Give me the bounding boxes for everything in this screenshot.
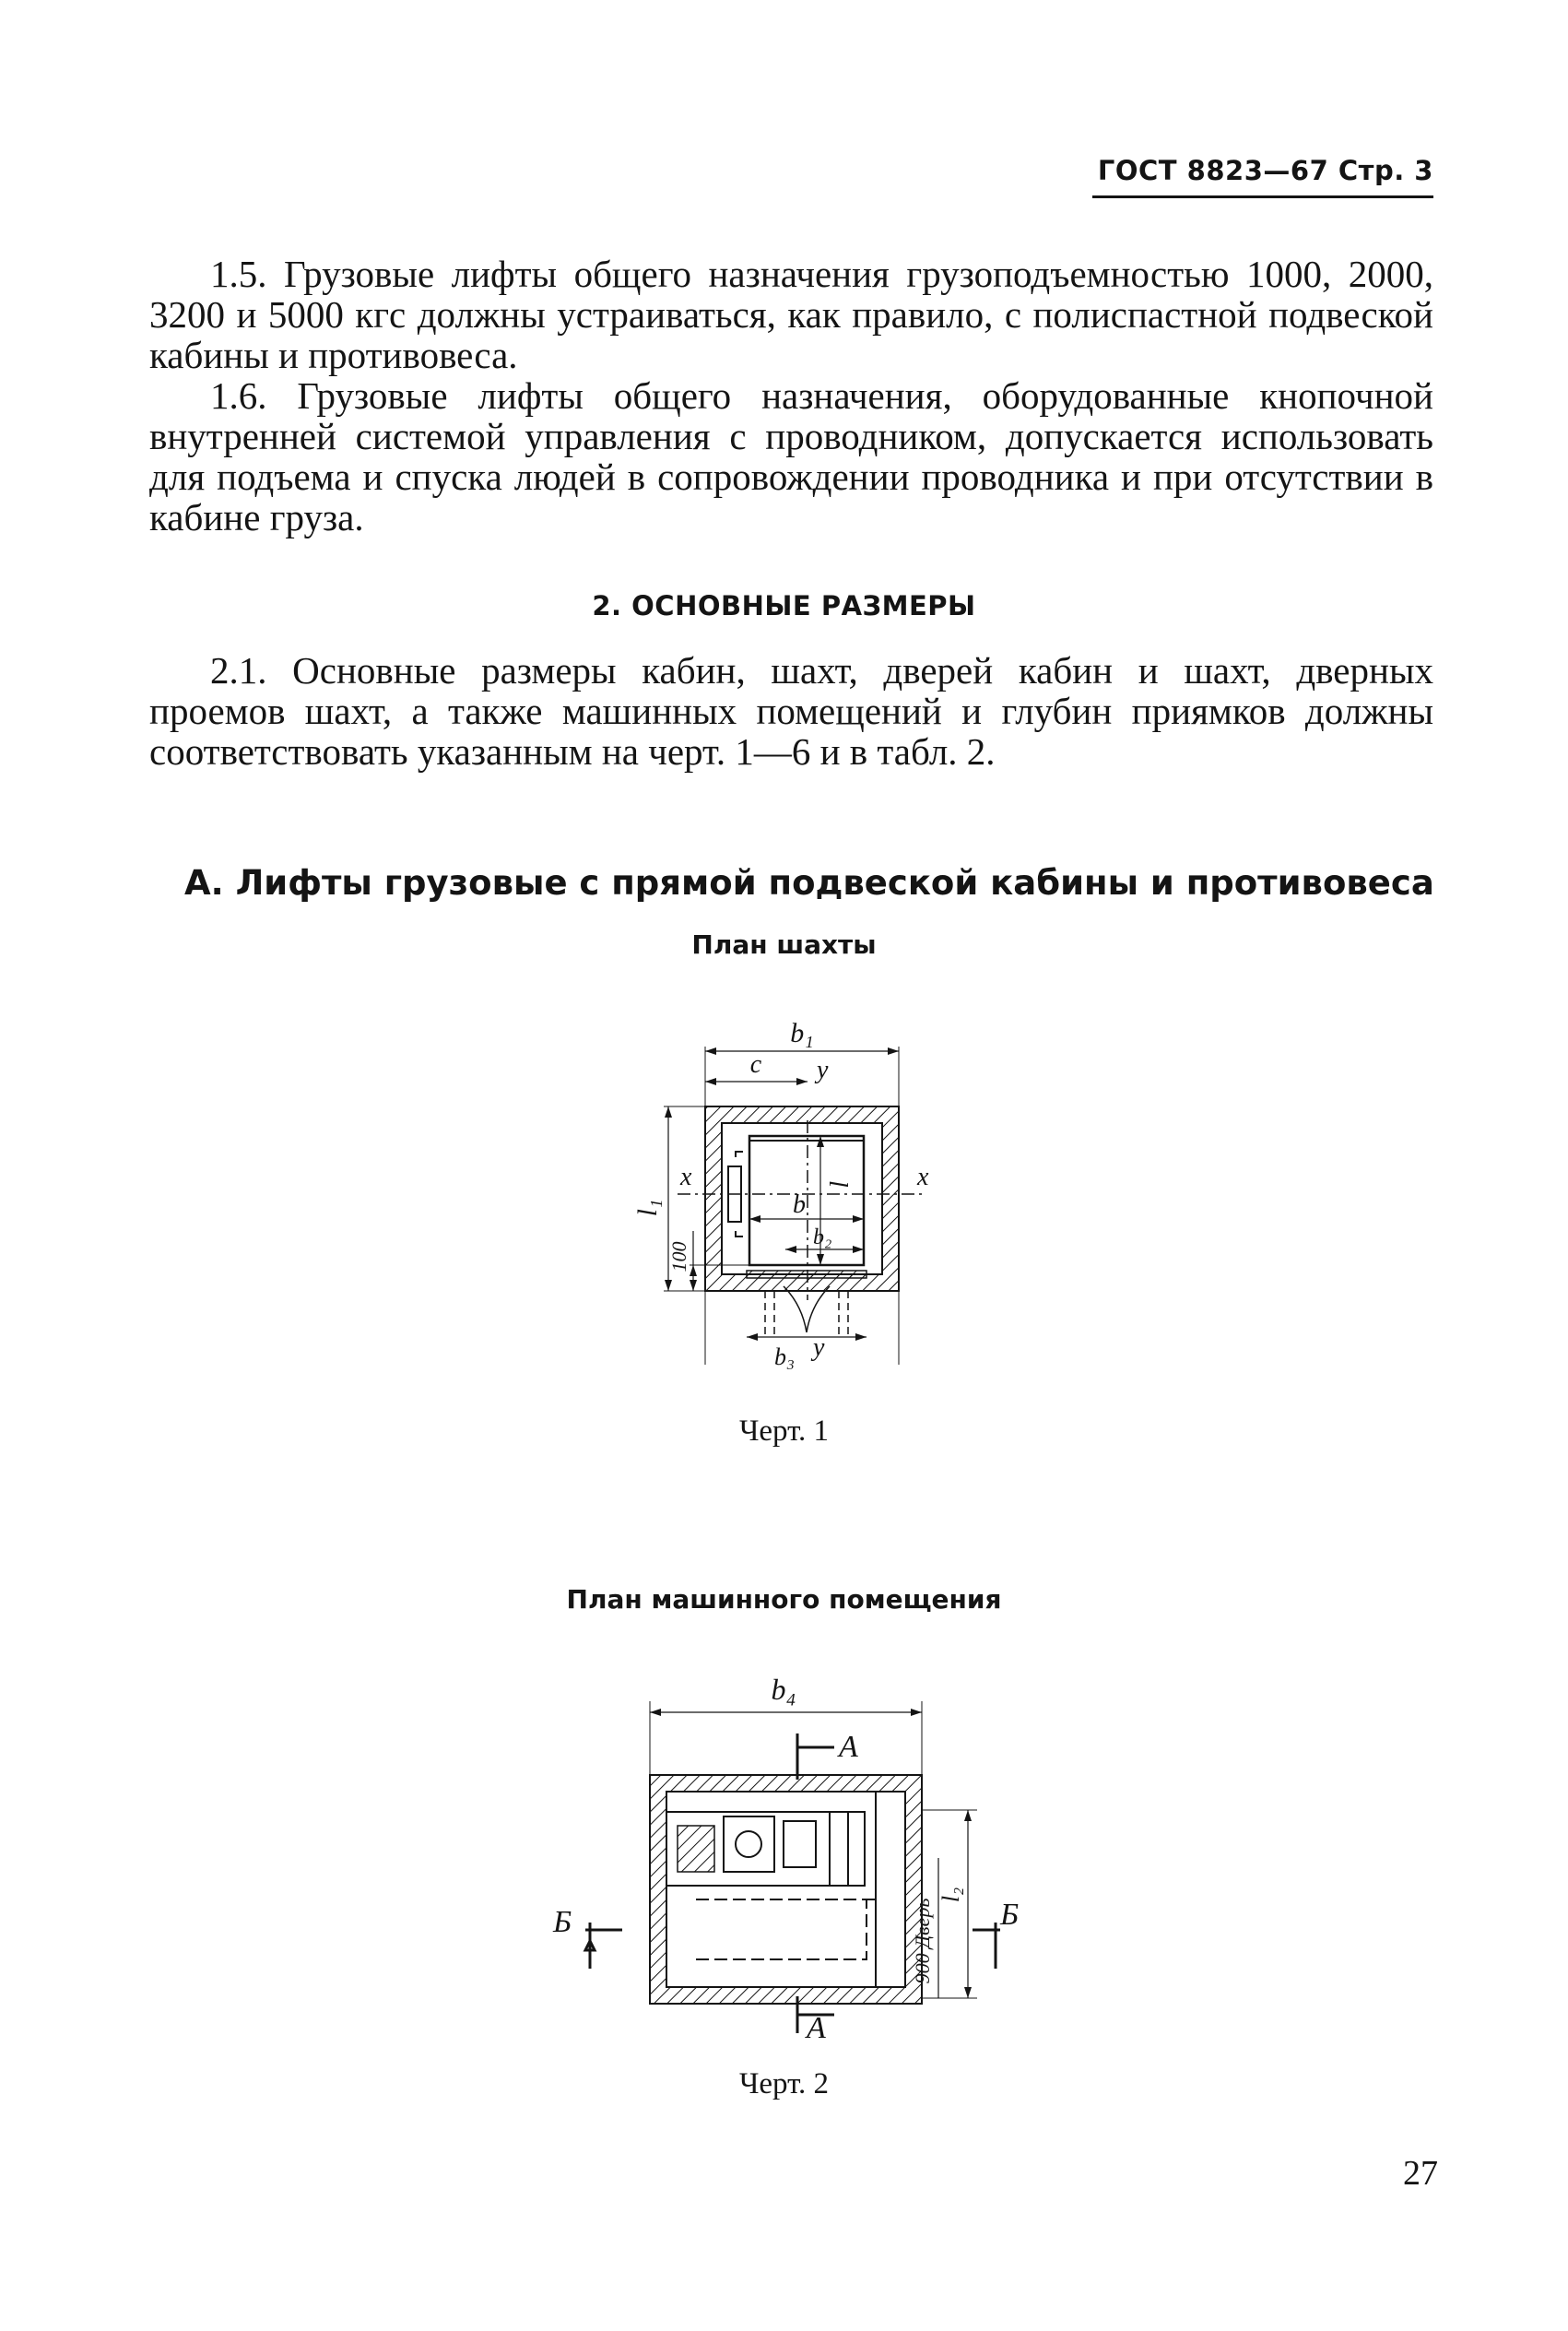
page-number: 27 [1403,2154,1438,2193]
axis-y-top-label: y [817,1056,829,1084]
axis-x-right-label: x [917,1163,929,1191]
figure-2-title: План машинного помещения [566,1584,1002,1615]
axis-x-left-label: x [680,1163,692,1191]
winch-gearbox [724,1816,774,1872]
machine-room-walls [650,1775,922,2004]
paragraph-2-1-text: 2.1. Основные размеры кабин, шахт, дверей кабин и шахт, дверных проемов шахт, а также машинных помещений и глубин приямков должны соответствовать указанным на черт. 1—6 и в табл. 2. [149,649,1433,773]
cabin-outline [749,1136,864,1265]
paragraph-1-5-text: 1.5. Грузовые лифты общего назначения грузоподъемностью 1000, 2000, 3200 и 5000 кгс должны устраиваться, как правило, с полиспастной подвеской кабины и противовеса. [149,253,1433,376]
figure-2-machine-room-plan [553,1664,1079,2045]
dim-l: l [823,1180,852,1188]
section-2-title: 2. ОСНОВНЫЕ РАЗМЕРЫ [592,590,976,621]
door-sill [747,1271,867,1278]
header-rule [1092,195,1433,198]
section-a-bottom: А [807,2011,826,2045]
winch-drum [678,1826,714,1872]
paragraph-1-6-text: 1.6. Грузовые лифты общего назначения, оборудованные кнопочной внутренней системой управления с проводником, допускается использовать для подъема и спуска людей в сопровождении проводника и при отсутствии в кабине груза. [149,374,1433,538]
section-a-top: А [839,1730,858,1764]
dim-b: b [793,1190,806,1219]
paragraph-2-1 [149,650,1433,772]
page-header-standard: ГОСТ 8823—67 Стр. 3 [1097,155,1433,186]
section-b-left: Б [553,1905,572,1939]
paragraph-1-6 [149,375,1433,538]
dim-b1: b₁ [790,1018,814,1048]
dim-100: 100 [667,1241,690,1272]
figure-1-shaft-plan [608,1010,996,1378]
figure-1-title: План шахты [691,929,877,960]
dim-l1: l₁ [632,1199,663,1217]
dim-door: 900 Дверь [911,1898,934,1984]
paragraph-1-5 [149,254,1433,375]
dim-l2: l₂ [937,1887,964,1903]
dim-b3: b₃ [774,1343,796,1370]
dim-b4: b₄ [771,1673,796,1706]
section-b-right: Б [1000,1898,1020,1932]
subsection-a-title: А. Лифты грузовые с прямой подвеской кабины и противовеса [184,863,1434,903]
figure-1-caption: Черт. 1 [738,1414,830,1448]
dim-b2: b₂ [813,1225,832,1249]
figure-2-caption: Черт. 2 [738,2067,830,2100]
winch-motor [784,1821,816,1867]
axis-y-bottom-label: y [813,1333,825,1362]
dim-c: c [749,1050,762,1079]
